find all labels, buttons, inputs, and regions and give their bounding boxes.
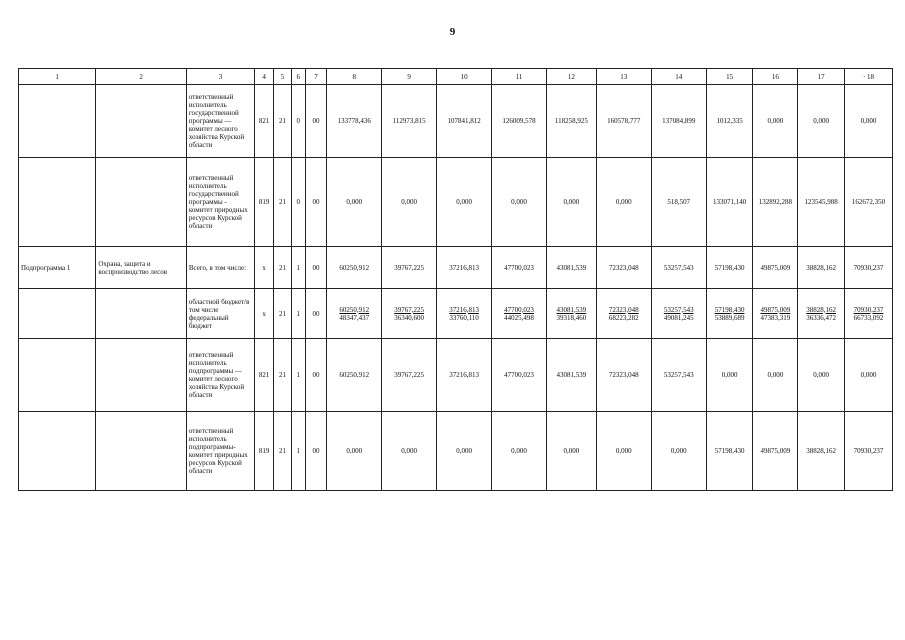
col-header: 10 bbox=[437, 69, 492, 85]
value-cell: 0,000 bbox=[596, 158, 651, 247]
value-cell: 112973,815 bbox=[382, 85, 437, 158]
value-cell: 0,000 bbox=[437, 412, 492, 491]
code-cell: 819 bbox=[255, 158, 274, 247]
header-row bbox=[19, 69, 893, 85]
value-cell: 47700,023 bbox=[492, 339, 547, 412]
value-cell: 518,507 bbox=[651, 158, 706, 247]
col-header: 2 bbox=[96, 69, 187, 85]
value-cell: 162672,350 bbox=[845, 158, 893, 247]
code-cell: 00 bbox=[305, 158, 326, 247]
program-cell bbox=[19, 85, 96, 158]
col-header: 1 bbox=[19, 69, 96, 85]
name-cell: Охрана, защита и воспроизводство лесов bbox=[96, 247, 187, 289]
regional-value: 72323,048 bbox=[608, 305, 639, 314]
federal-value: 39318,460 bbox=[556, 313, 587, 322]
code-cell: х bbox=[255, 247, 274, 289]
value-cell: 0,000 bbox=[492, 158, 547, 247]
value-cell: 37216,813 bbox=[437, 339, 492, 412]
col-header: 12 bbox=[546, 69, 596, 85]
regional-value: 57198,430 bbox=[714, 305, 745, 314]
value-cell bbox=[596, 289, 651, 339]
value-cell: 49875,009 bbox=[753, 247, 798, 289]
value-cell: 0,000 bbox=[706, 339, 753, 412]
code-cell: 1 bbox=[291, 339, 305, 412]
regional-value: 39767,225 bbox=[394, 305, 424, 314]
value-cell: 39767,225 bbox=[382, 339, 437, 412]
name-cell bbox=[96, 412, 187, 491]
col-header: 4 bbox=[255, 69, 274, 85]
value-cell: 57198,430 bbox=[706, 247, 753, 289]
code-cell: 21 bbox=[274, 339, 291, 412]
value-cell: 0,000 bbox=[327, 412, 382, 491]
regional-value: 38828,162 bbox=[806, 305, 837, 314]
col-header: · 18 bbox=[845, 69, 893, 85]
regional-value: 60250,912 bbox=[339, 305, 370, 314]
federal-value: 36340,600 bbox=[394, 313, 424, 322]
regional-value: 70930,237 bbox=[853, 305, 884, 314]
col-header: 8 bbox=[327, 69, 382, 85]
code-cell: 819 bbox=[255, 412, 274, 491]
table-row bbox=[19, 339, 893, 412]
value-cell: 0,000 bbox=[546, 158, 596, 247]
executor-cell: областной бюджет/в том числе федеральный бюджет bbox=[186, 289, 254, 339]
value-cell: 160578,777 bbox=[596, 85, 651, 158]
code-cell: 1 bbox=[291, 412, 305, 491]
program-cell bbox=[19, 158, 96, 247]
col-header: 16 bbox=[753, 69, 798, 85]
executor-cell: ответственный исполнитель государственной программы - комитет природных ресурсов Курской области bbox=[186, 158, 254, 247]
value-cell: 0,000 bbox=[798, 85, 845, 158]
executor-cell: ответственный исполнитель подпрограммы- комитет природных ресурсов Курской области bbox=[186, 412, 254, 491]
value-cell: 43081,539 bbox=[546, 339, 596, 412]
col-header: 17 bbox=[798, 69, 845, 85]
value-cell: 38828,162 bbox=[798, 247, 845, 289]
value-cell bbox=[437, 289, 492, 339]
value-cell bbox=[798, 289, 845, 339]
federal-value: 68223,282 bbox=[608, 313, 639, 322]
code-cell: 21 bbox=[274, 289, 291, 339]
code-cell: х bbox=[255, 289, 274, 339]
value-cell: 0,000 bbox=[651, 412, 706, 491]
table-row bbox=[19, 158, 893, 247]
col-header: 6 bbox=[291, 69, 305, 85]
name-cell bbox=[96, 85, 187, 158]
executor-cell: ответственный исполнитель государственной программы — комитет лесного хозяйства Курской области bbox=[186, 85, 254, 158]
name-cell bbox=[96, 289, 187, 339]
col-header: 3 bbox=[186, 69, 254, 85]
value-cell: 37216,813 bbox=[437, 247, 492, 289]
federal-value: 49081,245 bbox=[663, 313, 694, 322]
col-header: 15 bbox=[706, 69, 753, 85]
value-cell: 60250,912 bbox=[327, 339, 382, 412]
col-header: 13 bbox=[596, 69, 651, 85]
value-cell: 0,000 bbox=[437, 158, 492, 247]
executor-cell: Всего, в том числе: bbox=[186, 247, 254, 289]
value-cell: 60250,912 bbox=[327, 247, 382, 289]
value-cell bbox=[845, 289, 893, 339]
value-cell: 133071,140 bbox=[706, 158, 753, 247]
value-cell: 43081,539 bbox=[546, 247, 596, 289]
value-cell: 0,000 bbox=[845, 85, 893, 158]
value-cell: 123545,988 bbox=[798, 158, 845, 247]
value-cell: 0,000 bbox=[492, 412, 547, 491]
value-cell: 57198,430 bbox=[706, 412, 753, 491]
federal-value: 47383,319 bbox=[760, 313, 791, 322]
federal-value: 66733,092 bbox=[853, 313, 884, 322]
code-cell: 00 bbox=[305, 247, 326, 289]
value-cell: 49875,009 bbox=[753, 412, 798, 491]
regional-value: 53257,543 bbox=[663, 305, 694, 314]
value-cell: 118258,925 bbox=[546, 85, 596, 158]
program-cell bbox=[19, 289, 96, 339]
table-row bbox=[19, 289, 893, 339]
code-cell: 21 bbox=[274, 247, 291, 289]
code-cell: 1 bbox=[291, 289, 305, 339]
col-header: 14 bbox=[651, 69, 706, 85]
value-cell bbox=[651, 289, 706, 339]
table-row bbox=[19, 85, 893, 158]
col-header: 9 bbox=[382, 69, 437, 85]
value-cell: 0,000 bbox=[798, 339, 845, 412]
executor-cell: ответственный исполнитель подпрограммы — комитет лесного хозяйства Курской области bbox=[186, 339, 254, 412]
value-cell bbox=[492, 289, 547, 339]
regional-value: 47700,023 bbox=[504, 305, 534, 314]
code-cell: 00 bbox=[305, 412, 326, 491]
value-cell: 53257,543 bbox=[651, 247, 706, 289]
col-header: 7 bbox=[305, 69, 326, 85]
code-cell: 1 bbox=[291, 247, 305, 289]
code-cell: 00 bbox=[305, 289, 326, 339]
federal-value: 44025,498 bbox=[504, 313, 534, 322]
value-cell bbox=[382, 289, 437, 339]
federal-value: 33760,110 bbox=[449, 313, 479, 322]
value-cell bbox=[327, 289, 382, 339]
col-header: 11 bbox=[492, 69, 547, 85]
value-cell: 70930,237 bbox=[845, 247, 893, 289]
value-cell: 0,000 bbox=[382, 158, 437, 247]
code-cell: 21 bbox=[274, 412, 291, 491]
value-cell: 39767,225 bbox=[382, 247, 437, 289]
code-cell: 00 bbox=[305, 85, 326, 158]
value-cell: 0,000 bbox=[546, 412, 596, 491]
program-cell bbox=[19, 412, 96, 491]
value-cell: 107841,812 bbox=[437, 85, 492, 158]
regional-value: 43081,539 bbox=[556, 305, 587, 314]
value-cell bbox=[546, 289, 596, 339]
regional-value: 37216,813 bbox=[449, 305, 479, 314]
value-cell: 0,000 bbox=[596, 412, 651, 491]
name-cell bbox=[96, 158, 187, 247]
code-cell: 21 bbox=[274, 158, 291, 247]
regional-value: 49875,009 bbox=[760, 305, 791, 314]
col-header: 5 bbox=[274, 69, 291, 85]
value-cell: 70930,237 bbox=[845, 412, 893, 491]
federal-value: 53889,689 bbox=[714, 313, 745, 322]
value-cell: 47700,023 bbox=[492, 247, 547, 289]
code-cell: 0 bbox=[291, 158, 305, 247]
value-cell: 0,000 bbox=[753, 85, 798, 158]
value-cell: 0,000 bbox=[382, 412, 437, 491]
value-cell bbox=[706, 289, 753, 339]
code-cell: 21 bbox=[274, 85, 291, 158]
value-cell: 132892,288 bbox=[753, 158, 798, 247]
value-cell: 1012,335 bbox=[706, 85, 753, 158]
federal-value: 48347,437 bbox=[339, 313, 370, 322]
page-number: 9 bbox=[449, 26, 456, 38]
program-cell: Подпрограмма 1 bbox=[19, 247, 96, 289]
value-cell: 38828,162 bbox=[798, 412, 845, 491]
code-cell: 00 bbox=[305, 339, 326, 412]
value-cell: 126009,578 bbox=[492, 85, 547, 158]
value-cell: 137084,899 bbox=[651, 85, 706, 158]
table-row bbox=[19, 247, 893, 289]
value-cell bbox=[753, 289, 798, 339]
code-cell: 0 bbox=[291, 85, 305, 158]
value-cell: 0,000 bbox=[753, 339, 798, 412]
code-cell: 821 bbox=[255, 339, 274, 412]
program-cell bbox=[19, 339, 96, 412]
value-cell: 53257,543 bbox=[651, 339, 706, 412]
value-cell: 133778,436 bbox=[327, 85, 382, 158]
code-cell: 821 bbox=[255, 85, 274, 158]
table-row bbox=[19, 412, 893, 491]
value-cell: 72323,048 bbox=[596, 247, 651, 289]
name-cell bbox=[96, 339, 187, 412]
value-cell: 72323,048 bbox=[596, 339, 651, 412]
value-cell: 0,000 bbox=[327, 158, 382, 247]
federal-value: 36336,472 bbox=[806, 313, 837, 322]
value-cell: 0,000 bbox=[845, 339, 893, 412]
budget-table bbox=[18, 68, 893, 491]
